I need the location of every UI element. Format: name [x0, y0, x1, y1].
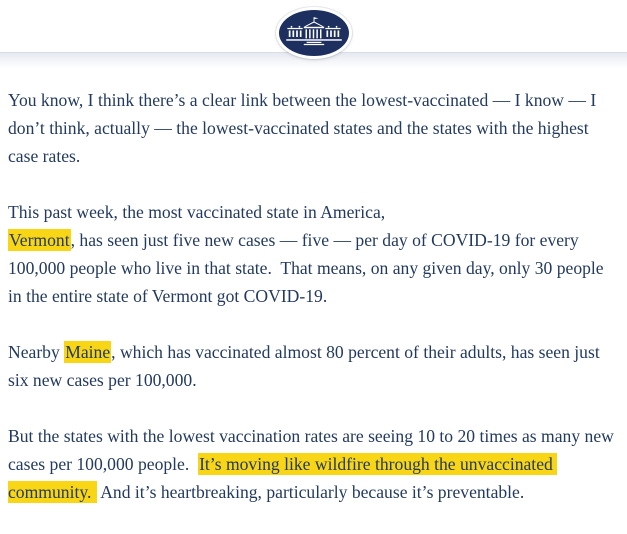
highlighted-text: Maine	[65, 342, 111, 362]
white-house-logo	[276, 7, 352, 59]
paragraph: Nearby Maine, which has vaccinated almost 80 percent of their adults, has seen just six new cases per 100,000.	[8, 342, 605, 390]
paragraph: This past week, the most vaccinated state in America, Vermont, has seen just five new cases — five — per day of COVID-19 for every 100,000 people who live in that state. That means, on any given day, only 30 people in the entire state of Vermont got COVID-19.	[8, 202, 609, 306]
highlighted-text: Vermont	[9, 230, 70, 250]
white-house-icon	[280, 10, 348, 56]
transcript	[0, 68, 627, 506]
highlighted-text: It’s moving like wildfire through the unvaccinated community.	[8, 454, 558, 502]
paragraph: But the states with the lowest vaccination rates are seeing 10 to 20 times as many new cases per 100,000 people. It’s moving like wildfire through the unvaccinated community. And it’s heartbreaking, particularly because it’s preventable.	[8, 426, 619, 502]
paragraph: You know, I think there’s a clear link between the lowest-vaccinated — I know — I don’t think, actually — the lowest-vaccinated states and the states with the highest case rates.	[8, 90, 601, 166]
site-header	[0, 0, 627, 53]
white-house-logo-link[interactable]	[276, 7, 352, 59]
